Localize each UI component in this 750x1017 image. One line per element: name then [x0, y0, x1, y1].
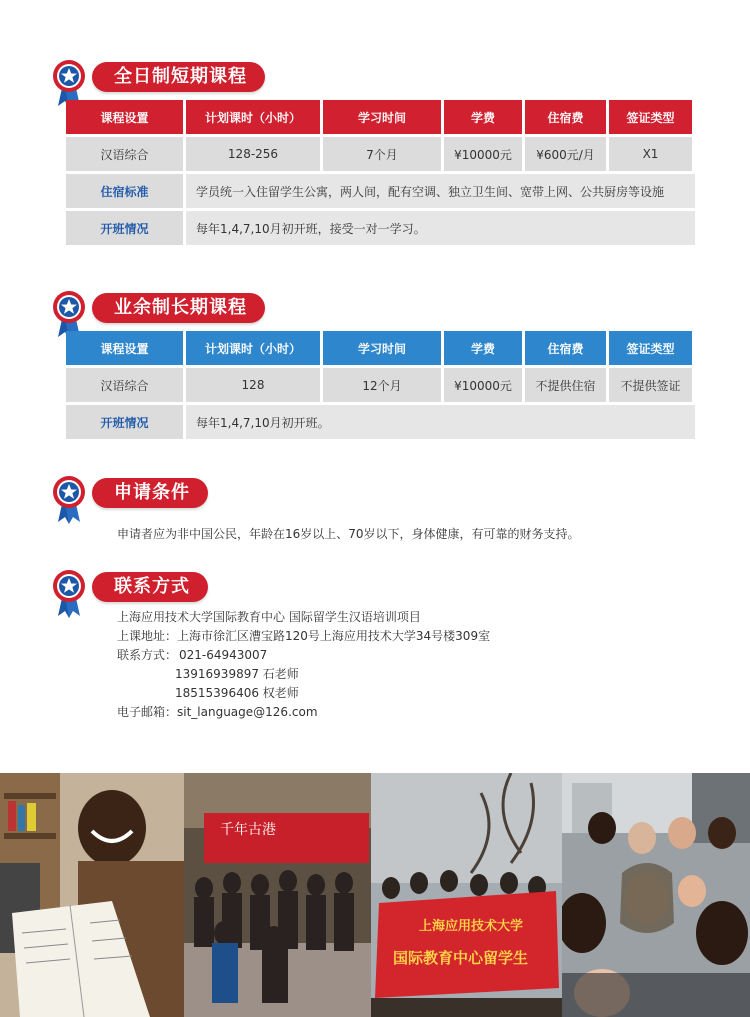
header-cell: 学习时间 [323, 100, 441, 134]
schedule-label: 开班情况 [66, 405, 183, 439]
section-header-fulltime [52, 58, 292, 94]
table-cell: 128 [186, 368, 320, 402]
table-header-row [66, 100, 695, 134]
section-header-requirements [52, 474, 292, 510]
header-cell: 签证类型 [609, 331, 692, 365]
section-title: 全日制短期课程 [92, 62, 265, 92]
accommodation-row [66, 174, 695, 208]
header-cell: 计划课时（小时） [186, 100, 320, 134]
fulltime-course-table [66, 100, 695, 248]
table-cell: 7个月 [323, 137, 441, 171]
contact-phone-label: 联系方式： [117, 648, 178, 662]
section-header-parttime [52, 289, 292, 325]
rosette-icon [52, 568, 86, 618]
header-cell: 课程设置 [66, 331, 183, 365]
header-cell: 签证类型 [609, 100, 692, 134]
rosette-icon [52, 474, 86, 524]
contact-phone: 13916939897 石老师 [175, 667, 299, 681]
table-cell: 12个月 [323, 368, 441, 402]
table-row [66, 137, 695, 171]
banner-text: 千年古港 [220, 822, 276, 838]
table-cell: ¥10000元 [444, 137, 522, 171]
schedule-label: 开班情况 [66, 211, 183, 245]
table-cell: ¥600元/月 [525, 137, 606, 171]
table-cell: 不提供签证 [609, 368, 692, 402]
section-title: 申请条件 [92, 478, 208, 508]
contact-address: 上课地址：上海市徐汇区漕宝路120号上海应用技术大学34号楼309室 [117, 629, 491, 643]
table-header-row [66, 331, 695, 365]
section-title: 业余制长期课程 [92, 293, 265, 323]
student-reading-photo [0, 773, 184, 1017]
header-cell: 住宿费 [525, 331, 606, 365]
header-cell: 学习时间 [323, 331, 441, 365]
schedule-row [66, 405, 695, 439]
contact-org: 上海应用技术大学国际教育中心 国际留学生汉语培训项目 [117, 610, 421, 624]
schedule-text: 每年1,4,7,10月初开班。 [186, 405, 695, 439]
header-cell: 计划课时（小时） [186, 331, 320, 365]
table-cell: X1 [609, 137, 692, 171]
accommodation-text: 学员统一入住留学生公寓，两人间，配有空调、独立卫生间、宽带上网、公共厨房等设施 [186, 174, 695, 208]
section-header-contact [52, 568, 292, 604]
header-cell: 住宿费 [525, 100, 606, 134]
table-cell: 汉语综合 [66, 368, 183, 402]
requirements-text: 申请者应为非中国公民，年龄在16岁以上、70岁以下，身体健康，有可靠的财务支持。 [117, 527, 580, 541]
table-cell: 128-256 [186, 137, 320, 171]
flag-text-bottom: 国际教育中心留学生 [393, 949, 529, 967]
contact-phone: 021-64943007 [179, 648, 268, 662]
group-exhibition-photo [184, 773, 371, 1017]
schedule-text: 每年1,4,7,10月初开班，接受一对一学习。 [186, 211, 695, 245]
flag-text-top: 上海应用技术大学 [419, 919, 524, 934]
header-cell: 学费 [444, 100, 522, 134]
group-selfie-photo [562, 773, 750, 1017]
schedule-row [66, 211, 695, 245]
table-cell: 汉语综合 [66, 137, 183, 171]
contact-email: 电子邮箱：sit_language@126.com [117, 705, 318, 719]
header-cell: 学费 [444, 331, 522, 365]
table-cell: ¥10000元 [444, 368, 522, 402]
parttime-course-table [66, 331, 695, 442]
table-cell: 不提供住宿 [525, 368, 606, 402]
table-row [66, 368, 695, 402]
group-flag-photo [371, 773, 562, 1017]
header-cell: 课程设置 [66, 100, 183, 134]
section-title: 联系方式 [92, 572, 208, 602]
photo-strip [0, 773, 750, 1017]
accommodation-label: 住宿标准 [66, 174, 183, 208]
contact-phone: 18515396406 权老师 [175, 686, 299, 700]
